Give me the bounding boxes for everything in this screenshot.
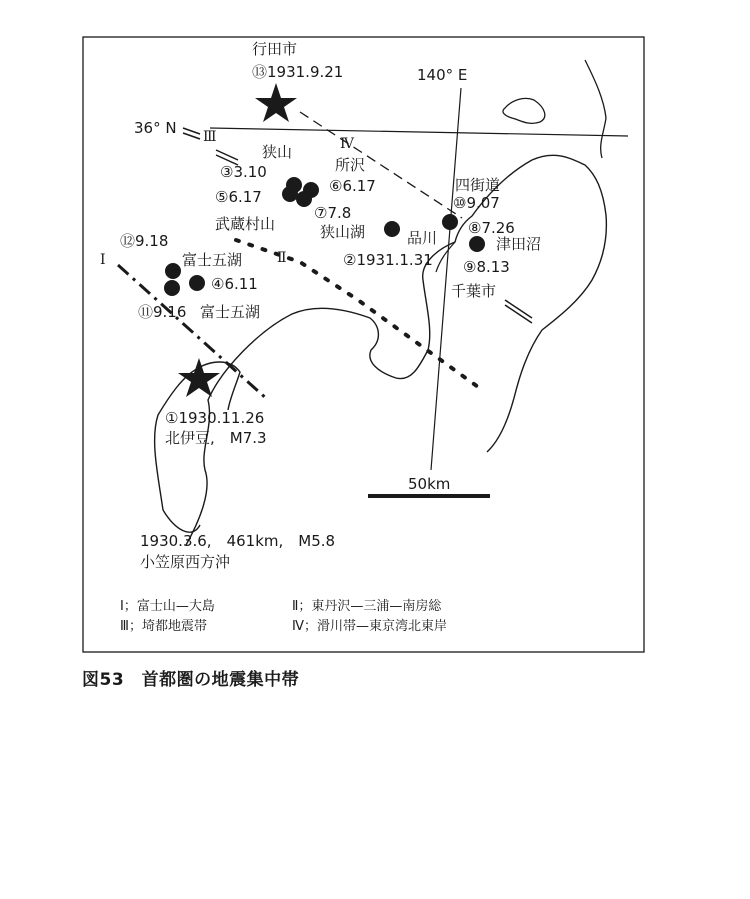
legend-zone-iv: Ⅳ；滑川帯—東京湾北東岸 [292,619,447,634]
meridian-label: 140° E [417,66,468,84]
coastline [186,155,606,545]
zone-iv-line [300,112,462,218]
chiba-tick-b [505,305,532,323]
coastline-north [585,60,606,158]
epicenter-star-gyoda [255,83,297,122]
figure-caption: 図53 首都圏の地震集中帯 [82,670,300,690]
zone-i-label: Ⅰ [100,252,106,268]
event-label-3: ③3.10 [220,163,267,181]
parallel-36n [210,128,628,136]
lake-kasumigaura [503,98,545,123]
place-chiba: 千葉市 [451,282,497,300]
event-label-11: ⑪9.16 [138,303,187,321]
event-dot-5 [282,186,298,202]
event-label-2: ②1931.1.31 [343,251,433,269]
legend-zone-i: Ⅰ；富士山—大島 [120,599,215,614]
parallel-label: 36° N [134,119,177,137]
event-label-13: ⑬1931.9.21 [252,63,344,81]
zone-ii-label: Ⅱ [277,250,287,266]
meridian-140e [431,88,461,470]
event-label-8: ⑧7.26 [468,219,515,237]
zone-iii-tick-c [216,150,238,160]
zone-iii-label: Ⅲ [203,129,217,145]
legend-zone-ii: Ⅱ；東丹沢—三浦—南房総 [292,599,442,614]
chiba-tick-a [505,300,532,318]
place-shinagawa: 品川 [407,229,438,247]
legend-zone-iii: Ⅲ；埼都地震帯 [120,619,207,634]
zone-iv-label: Ⅳ [340,136,354,152]
event-label-7: ⑦7.8 [314,204,352,222]
scale-label: 50km [408,475,451,493]
event-dot-10 [442,214,458,230]
event-dot-2 [384,221,400,237]
zone-iii-tick-a [183,128,200,134]
event-dot-9 [469,236,485,252]
place-gyoda: 行田市 [252,40,298,58]
event-dot-7 [296,191,312,207]
place-fujigoko-lower: 富士五湖 [200,303,261,321]
event-dot-11 [164,280,180,296]
zone-iii-tick-b [183,133,200,139]
event-label-6: ⑥6.17 [329,177,376,195]
offshore-note-line1: 1930.3.6, 461km, M5.8 [140,532,336,550]
place-sayama: 狭山 [262,143,293,161]
event-dot-4 [189,275,205,291]
place-fujigoko-upper: 富士五湖 [182,251,243,269]
place-musashimurayama: 武蔵村山 [215,215,276,233]
event-label-9: ⑨8.13 [463,258,510,276]
event-label-12: ⑫9.18 [120,232,169,250]
place-tokorozawa: 所沢 [335,156,366,174]
epicenter-star-kitaizu [178,358,220,397]
event-label-4: ④6.11 [211,275,258,293]
place-tsudanuma: 津田沼 [496,235,542,253]
place-yotsukaido: 四街道 [455,176,501,194]
event-dot-12 [165,263,181,279]
event-label-10: ⑩9.07 [453,194,500,212]
event-label-5: ⑤6.17 [215,188,262,206]
place-kitaizu: 北伊豆, M7.3 [165,429,267,447]
place-sayamako: 狭山湖 [320,223,366,241]
offshore-note-line2: 小笠原西方沖 [140,553,231,571]
event-label-1: ①1930.11.26 [165,409,265,427]
